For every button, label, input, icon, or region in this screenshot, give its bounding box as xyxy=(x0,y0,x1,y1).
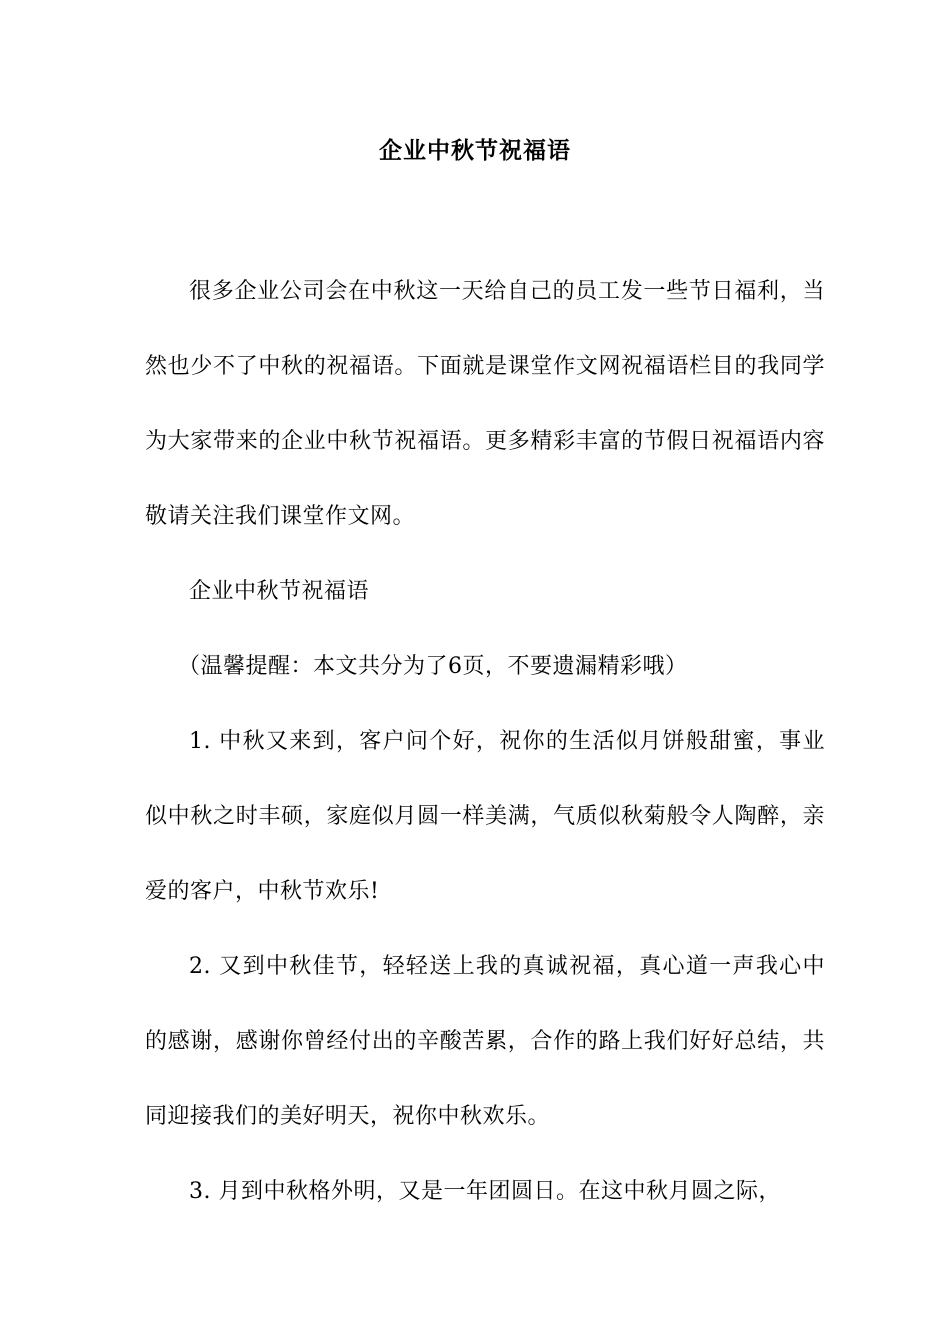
greeting-item-1: 1. 中秋又来到，客户问个好，祝你的生活似月饼般甜蜜，事业似中秋之时丰硕，家庭似月圆一样美满，气质似秋菊般令人陶醉，亲爱的客户，中秋节欢乐! xyxy=(145,729,825,904)
document-title: 企业中秋节祝福语 xyxy=(379,137,571,164)
intro-paragraph: 很多企业公司会在中秋这一天给自己的员工发一些节日福利，当然也少不了中秋的祝福语。下面就是课堂作文网祝福语栏目的我同学为大家带来的企业中秋节祝福语。更多精彩丰富的节假日祝福语内容敬请关注我们课堂作文网。 xyxy=(145,279,825,529)
section-heading: 企业中秋节祝福语 xyxy=(189,579,370,604)
document-body xyxy=(145,254,825,1229)
reminder-note: （温馨提醒：本文共分为了6页，不要遗漏精彩哦） xyxy=(178,654,688,679)
greeting-item-2: 2. 又到中秋佳节，轻轻送上我的真诚祝福，真心道一声我心中的感谢，感谢你曾经付出的辛酸苦累，合作的路上我们好好总结，共同迎接我们的美好明天，祝你中秋欢乐。 xyxy=(145,954,825,1129)
greeting-item-3: 3. 月到中秋格外明，又是一年团圆日。在这中秋月圆之际， xyxy=(189,1179,781,1204)
